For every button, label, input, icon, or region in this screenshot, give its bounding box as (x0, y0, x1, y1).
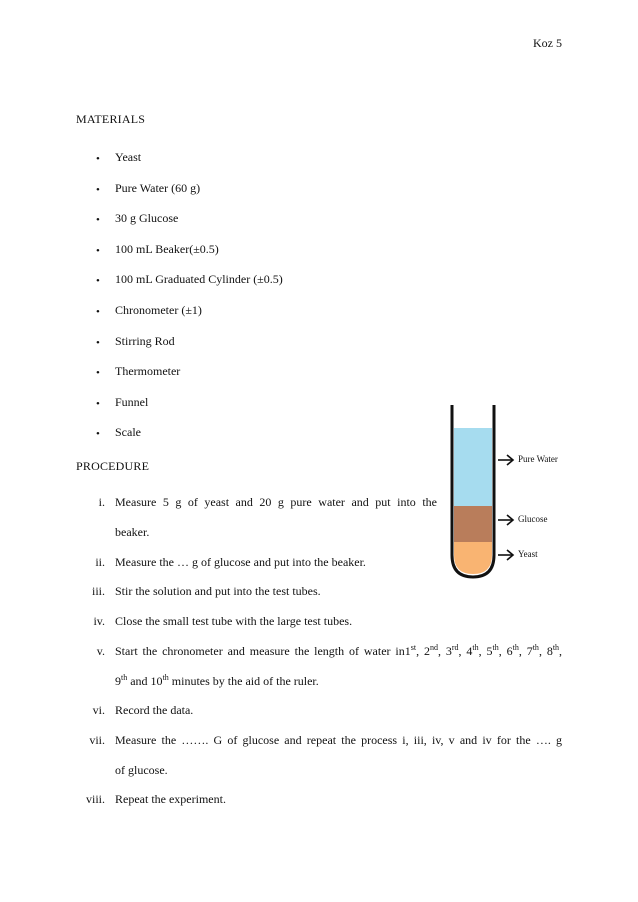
materials-heading: MATERIALS (76, 112, 146, 126)
step-number: i. (98, 495, 105, 509)
step-text: Measure the … g of glucose and put into the beaker. (115, 555, 366, 569)
step-number: v. (96, 644, 105, 658)
step-number: iii. (91, 584, 105, 598)
test-tube-svg (448, 403, 578, 583)
bullet-icon: • (96, 428, 100, 441)
step-number: ii. (95, 555, 105, 569)
step-text: Close the small test tube with the large test tubes. (115, 614, 353, 628)
yeast-label: Yeast (518, 549, 538, 559)
step-text: Measure 5 g of yeast and 20 g pure water and put into the (115, 495, 437, 509)
material-label: Thermometer (115, 364, 181, 379)
material-label: Scale (115, 425, 141, 440)
page-number: Koz 5 (533, 36, 562, 50)
ordinal: 6th, (506, 643, 527, 658)
step-number: vii. (89, 733, 105, 747)
bullet-icon: • (96, 244, 100, 257)
bullet-icon: • (96, 275, 100, 288)
material-label: Stirring Rod (115, 333, 175, 348)
step-text-prefix: Start the chronometer and measure the length of water in (115, 644, 405, 658)
ordinal: 5th, (486, 643, 507, 658)
material-label: Yeast (115, 150, 142, 164)
pure-water-label: Pure Water (518, 454, 558, 464)
material-label: Pure Water (60 g) (115, 180, 201, 195)
ordinal: 2nd, (423, 643, 446, 658)
ordinal: 3rd, (445, 643, 467, 658)
step-text: beaker. (115, 525, 150, 539)
yeast-layer (454, 542, 492, 574)
water-layer (454, 428, 492, 506)
test-tube-diagram (448, 403, 578, 583)
step-text: 9th and 10th minutes by the aid of the ruler. (115, 673, 319, 688)
material-label: 30 g Glucose (115, 211, 179, 226)
step-number: viii. (85, 792, 105, 806)
step-text: of glucose. (115, 763, 168, 777)
step-text: Record the data. (115, 703, 194, 717)
glucose-label: Glucose (518, 514, 548, 524)
bullet-icon: • (96, 183, 100, 196)
arrow-icon (498, 455, 513, 465)
step-number: iv. (93, 614, 105, 628)
step-text: Measure the ……. G of glucose and repeat the process i, iii, iv, v and iv for the …. g (115, 733, 562, 747)
material-label: 100 mL Graduated Cylinder (±0.5) (115, 272, 283, 287)
arrow-icon (498, 550, 513, 560)
ordinal: 8th, (546, 643, 563, 658)
bullet-icon: • (96, 153, 100, 165)
bullet-icon: • (96, 336, 100, 349)
step-text (115, 644, 562, 659)
arrow-icon (498, 515, 513, 525)
step-text: Repeat the experiment. (115, 792, 226, 806)
glucose-layer (454, 506, 492, 542)
ordinal: 7th, (526, 643, 547, 658)
material-label: 100 mL Beaker(±0.5) (115, 241, 219, 256)
bullet-icon: • (96, 305, 100, 318)
procedure-heading: PROCEDURE (76, 459, 150, 473)
ordinal: 1st, (404, 643, 424, 658)
material-label: Chronometer (±1) (115, 302, 202, 317)
material-label: Funnel (115, 394, 149, 409)
ordinal: 4th, (466, 643, 487, 658)
step-number: vi. (92, 703, 105, 717)
bullet-icon: • (96, 367, 100, 380)
step-text: Stir the solution and put into the test tubes. (115, 584, 321, 598)
bullet-icon: • (96, 214, 100, 227)
bullet-icon: • (96, 397, 100, 410)
